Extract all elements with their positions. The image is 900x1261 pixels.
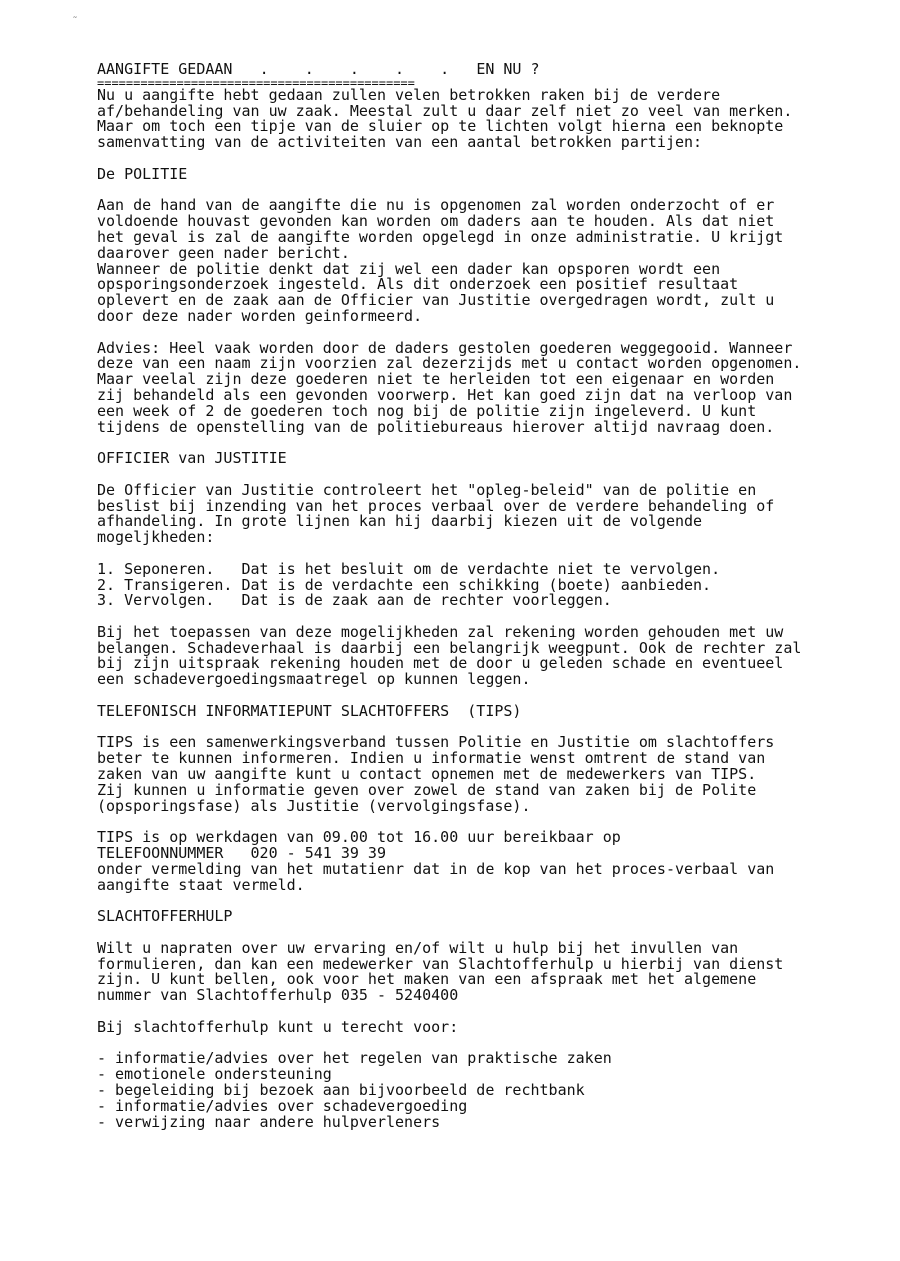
text-line: Nu u aangifte hebt gedaan zullen velen betrokken raken bij de verdere xyxy=(97,85,721,104)
text-line: door deze nader worden geinformeerd. xyxy=(97,306,423,325)
list-item: - verwijzing naar andere hulpverleners xyxy=(97,1112,441,1131)
text-line: mogeljkheden: xyxy=(97,528,215,547)
text-line: opsporingsonderzoek ingesteld. Als dit onderzoek een positief resultaat xyxy=(97,275,739,294)
slachtofferhulp-list-intro: Bij slachtofferhulp kunt u terecht voor: xyxy=(97,1017,459,1036)
phone-number-line: TELEFOONNUMMER 020 - 541 39 39 xyxy=(97,844,386,863)
text-line: Wanneer de politie denkt dat zij wel een dader kan opsporen wordt een xyxy=(97,259,721,278)
text-line: Wilt u napraten over uw ervaring en/of wilt u hulp bij het invullen van xyxy=(97,938,739,957)
page-title xyxy=(97,62,837,78)
text-line: daarover geen nader bericht. xyxy=(97,243,350,262)
text-line: nummer van Slachtofferhulp 035 - 5240400 xyxy=(97,986,459,1005)
text-line: belangen. Schadeverhaal is daarbij een belangrijk weegpunt. Ook de rechter zal xyxy=(97,638,802,657)
text-line: een schadevergoedingsmaatregel op kunnen leggen. xyxy=(97,670,531,689)
text-line: aangifte staat vermeld. xyxy=(97,875,305,894)
text-line: formulieren, dan kan een medewerker van Slachtofferhulp u hierbij van dienst xyxy=(97,954,784,973)
title-underline: ============================================ xyxy=(97,77,415,88)
list-item: 2. Transigeren. Dat is de verdachte een schikking (boete) aanbieden. xyxy=(97,575,712,594)
list-item: 3. Vervolgen. Dat is de zaak aan de rechter voorleggen. xyxy=(97,591,612,610)
list-item: - informatie/advies over schadevergoeding xyxy=(97,1096,468,1115)
text-line: tijdens de openstelling van de politiebureaus hierover altijd navraag doen. xyxy=(97,417,775,436)
text-line: beter te kunnen informeren. Indien u informatie wenst omtrent de stand van xyxy=(97,749,766,768)
slachtofferhulp-paragraph-1 xyxy=(97,938,837,1005)
text-line: bij zijn uitspraak rekening houden met de door u geleden schade en eventueel xyxy=(97,654,784,673)
officier-options-list xyxy=(97,559,837,610)
list-item: - informatie/advies over het regelen van praktische zaken xyxy=(97,1049,612,1068)
text-line: De Officier van Justitie controleert het "opleg-beleid" van de politie en xyxy=(97,480,757,499)
text-line: Maar om toch een tipje van de sluier op te lichten volgt hierna een beknopte xyxy=(97,117,784,136)
text-line: zaken van uw aangifte kunt u contact opnemen met de medewerkers van TIPS. xyxy=(97,765,757,784)
list-item: - begeleiding bij bezoek aan bijvoorbeeld de rechtbank xyxy=(97,1081,585,1099)
text-line: samenvatting van de activiteiten van een aantal betrokken partijen: xyxy=(97,133,703,152)
text-line: Zij kunnen u informatie geven over zowel de stand van zaken bij de Polite xyxy=(97,780,757,799)
section-heading-tips: TELEFONISCH INFORMATIEPUNT SLACHTOFFERS (TIPS) xyxy=(97,701,522,720)
document-page xyxy=(97,62,837,1130)
tips-paragraph-1 xyxy=(97,735,837,814)
text-line: oplevert en de zaak aan de Officier van Justitie overgedragen wordt, zult u xyxy=(97,291,775,310)
tips-paragraph-2 xyxy=(97,830,837,893)
section-heading-officier: OFFICIER van JUSTITIE xyxy=(97,449,287,468)
slachtofferhulp-list xyxy=(97,1051,837,1130)
text-line: voldoende houvast gevonden kan worden om daders aan te houden. Als dat niet xyxy=(97,212,775,231)
text-line: het geval is zal de aangifte worden opgelegd in onze administratie. U krijgt xyxy=(97,227,784,246)
section-heading-slachtofferhulp: SLACHTOFFERHULP xyxy=(97,907,233,926)
text-line: een week of 2 de goederen toch nog bij de politie zijn ingeleverd. U kunt xyxy=(97,401,757,420)
text-line: TIPS is een samenwerkingsverband tussen Politie en Justitie om slachtoffers xyxy=(97,733,775,752)
officier-paragraph-1 xyxy=(97,480,837,547)
text-line: (opsporingsfase) als Justitie (vervolgingsfase). xyxy=(97,796,531,815)
text-line: TIPS is op werkdagen van 09.00 tot 16.00 uur bereikbaar op xyxy=(97,828,621,847)
list-item: 1. Seponeren. Dat is het besluit om de verdachte niet te vervolgen. xyxy=(97,559,721,578)
politie-advies-paragraph xyxy=(97,338,837,436)
text-line: zij behandeld als een gevonden voorwerp. Het kan goed zijn dat na verloop van xyxy=(97,385,793,404)
text-line: deze van een naam zijn voorzien zal dezerzijds met u contact worden opgenomen. xyxy=(97,354,802,373)
text-line: Advies: Heel vaak worden door de daders gestolen goederen weggegooid. Wanneer xyxy=(97,338,793,357)
intro-paragraph xyxy=(97,85,837,152)
text-line: Bij het toepassen van deze mogelijkheden zal rekening worden gehouden met uw xyxy=(97,622,784,641)
title-right: EN NU ? xyxy=(476,60,540,78)
scan-mark: ˜ xyxy=(72,16,79,27)
list-item: - emotionele ondersteuning xyxy=(97,1065,332,1084)
text-line: beslist bij inzending van het proces verbaal over de verdere behandeling of xyxy=(97,496,775,515)
text-line: zijn. U kunt bellen, ook voor het maken van een afspraak met het algemene xyxy=(97,970,757,989)
text-line: Maar veelal zijn deze goederen niet te herleiden tot een eigenaar en worden xyxy=(97,370,775,389)
politie-paragraph-1 xyxy=(97,198,837,324)
officier-paragraph-2 xyxy=(97,622,837,689)
text-line: afhandeling. In grote lijnen kan hij daarbij kiezen uit de volgende xyxy=(97,512,703,531)
title-left: AANGIFTE GEDAAN xyxy=(97,60,233,78)
text-line: af/behandeling van uw zaak. Meestal zult u daar zelf niet zo veel van merken. xyxy=(97,101,793,120)
text-line: Aan de hand van de aangifte die nu is opgenomen zal worden onderzocht of er xyxy=(97,196,775,215)
section-heading-politie: De POLITIE xyxy=(97,164,188,183)
text-line: onder vermelding van het mutatienr dat in de kop van het proces-verbaal van xyxy=(97,859,775,878)
title-dots: . . . . . xyxy=(259,60,450,78)
